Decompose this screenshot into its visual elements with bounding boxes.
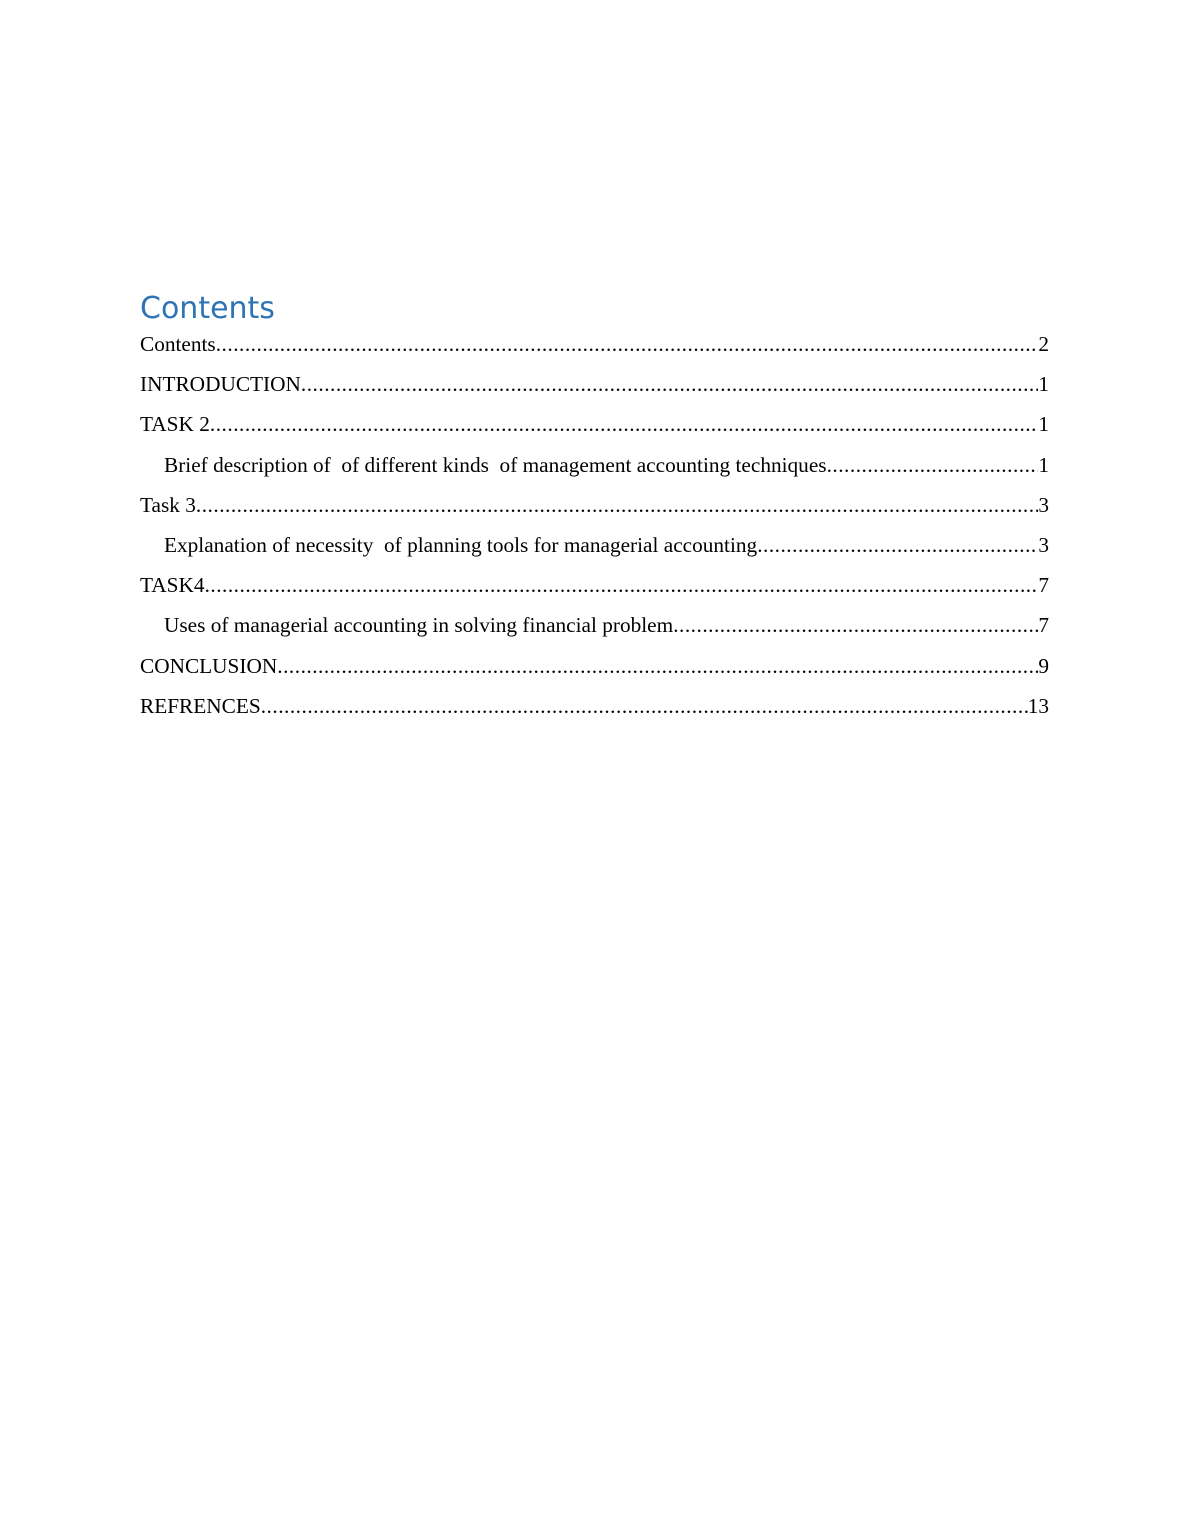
- toc-dot-leader: [673, 609, 1038, 641]
- toc-page-number: 1: [1038, 452, 1049, 477]
- toc-entry-label: TASK4: [140, 573, 205, 598]
- toc-entry-task-2[interactable]: [140, 408, 1049, 448]
- toc-entry-label: INTRODUCTION: [140, 372, 301, 397]
- toc-dot-leader: [216, 328, 1039, 360]
- toc-page-number: 7: [1038, 573, 1049, 598]
- toc-entry-references[interactable]: [140, 690, 1049, 730]
- toc-page-number: 1: [1038, 412, 1049, 437]
- toc-page-number: 13: [1027, 693, 1049, 718]
- toc-dot-leader: [757, 529, 1038, 561]
- toc-entry-label: Task 3: [140, 492, 196, 517]
- toc-page-number: 9: [1038, 653, 1049, 678]
- toc-dot-leader: [827, 449, 1039, 481]
- toc-page-number: 1: [1038, 372, 1049, 397]
- toc-entry-label: Uses of managerial accounting in solving financial problem: [164, 613, 674, 638]
- toc-dot-leader: [210, 408, 1038, 440]
- toc-page-number: 7: [1038, 613, 1049, 638]
- toc-entry-conclusion[interactable]: [140, 650, 1049, 690]
- toc-page-number: 3: [1038, 492, 1049, 517]
- toc-dot-leader: [205, 569, 1039, 601]
- toc-dot-leader: [277, 650, 1038, 682]
- toc-dot-leader: [301, 368, 1038, 400]
- toc-entry-explanation[interactable]: [140, 529, 1049, 569]
- toc-entry-label: CONCLUSION: [140, 653, 278, 678]
- toc-entry-task-3[interactable]: [140, 489, 1049, 529]
- toc-entry-task-4[interactable]: [140, 569, 1049, 609]
- toc-entry-label: Brief description of of different kinds of management accounting techniques: [164, 452, 827, 477]
- toc-entry-introduction[interactable]: [140, 368, 1049, 408]
- toc-entry-label: REFRENCES: [140, 693, 261, 718]
- toc-page-number: 3: [1038, 532, 1049, 557]
- toc-entry-label: TASK 2: [140, 412, 210, 437]
- toc-entry-label: Contents: [140, 332, 216, 356]
- toc-entry-uses[interactable]: [140, 609, 1049, 649]
- toc-dot-leader: [196, 489, 1038, 521]
- toc-dot-leader: [261, 690, 1028, 722]
- toc-page-number: 2: [1038, 332, 1049, 356]
- table-of-contents: [140, 328, 1049, 730]
- toc-entry-label: Explanation of necessity of planning tools for managerial accounting: [164, 532, 758, 557]
- toc-entry-brief-description[interactable]: [140, 449, 1049, 489]
- toc-heading: Contents: [140, 291, 275, 326]
- toc-entry-contents[interactable]: [140, 328, 1049, 368]
